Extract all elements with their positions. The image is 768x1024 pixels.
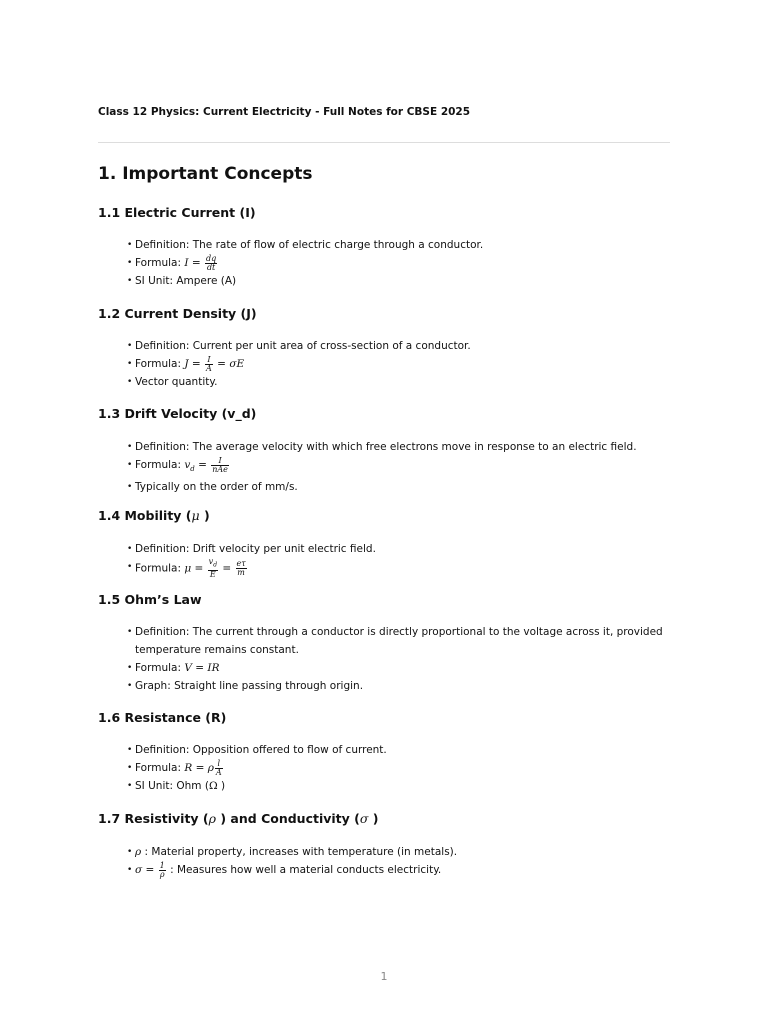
concept-list-resistance [127, 741, 670, 795]
list-item: • Definition: The average velocity with which free electrons move in response to an electric field. [127, 438, 670, 456]
list-item: • Formula: V = IR [127, 659, 670, 677]
list-item: • σ = $\frac{1}{\rho}$ : Measures how well a material conducts electricity. [127, 861, 670, 879]
list-item: • Typically on the order of mm/s. [127, 478, 670, 496]
concept-list-electric-current [127, 236, 670, 290]
list-item: • Definition: Current per unit area of cross-section of a conductor. [127, 337, 670, 355]
list-item: • Definition: Drift velocity per unit electric field. [127, 540, 670, 558]
document-title: Class 12 Physics: Current Electricity - Full Notes for CBSE 2025 [98, 106, 471, 118]
concept-list-drift-velocity [127, 438, 670, 496]
section-heading: 1. Important Concepts [98, 164, 313, 184]
list-item: • Formula: R = ρ $\frac{l}{A}$ [127, 759, 670, 777]
list-item: • Graph: Straight line passing through origin. [127, 677, 670, 695]
concept-list-ohms-law [127, 623, 670, 695]
list-item: • Formula: μ = $\frac{v_d}{E}$ = $\frac{e\tau}{m}$ [127, 558, 670, 579]
page-number: 1 [380, 970, 388, 983]
concept-heading-current-density: 1.2 Current Density (J) [98, 306, 257, 321]
concept-list-current-density [127, 337, 670, 391]
list-item: • SI Unit: Ampere (A) [127, 272, 670, 290]
concept-heading-electric-current: 1.1 Electric Current (I) [98, 205, 256, 220]
concept-heading-ohms-law: 1.5 Ohm’s Law [98, 592, 202, 607]
list-item: • Formula: $v_d$ = $\frac{I}{\text{nAe}}$ [127, 456, 670, 478]
list-item: • Definition: The current through a conductor is directly proportional to the voltage across it, provided temperature remains constant. [127, 623, 670, 659]
list-item: • Formula: J = $\frac{I}{A}$ = σE [127, 355, 670, 373]
concept-heading-resistivity-conductivity: 1.7 Resistivity (ρ ) and Conductivity (σ ) [98, 811, 379, 826]
concept-list-resistivity-conductivity [127, 843, 670, 879]
concept-heading-drift-velocity: 1.3 Drift Velocity (v_d) [98, 406, 257, 421]
list-item: • Definition: The rate of flow of electric charge through a conductor. [127, 236, 670, 254]
concept-list-mobility [127, 540, 670, 579]
list-item: • SI Unit: Ohm (Ω ) [127, 777, 670, 795]
concept-heading-mobility: 1.4 Mobility (μ ) [98, 508, 210, 523]
list-item: • Formula: I = $\frac{dq}{dt}$ [127, 254, 670, 272]
list-item: • ρ : Material property, increases with temperature (in metals). [127, 843, 670, 861]
title-divider [98, 142, 670, 143]
concept-heading-resistance: 1.6 Resistance (R) [98, 710, 227, 725]
list-item: • Definition: Opposition offered to flow of current. [127, 741, 670, 759]
list-item: • Vector quantity. [127, 373, 670, 391]
